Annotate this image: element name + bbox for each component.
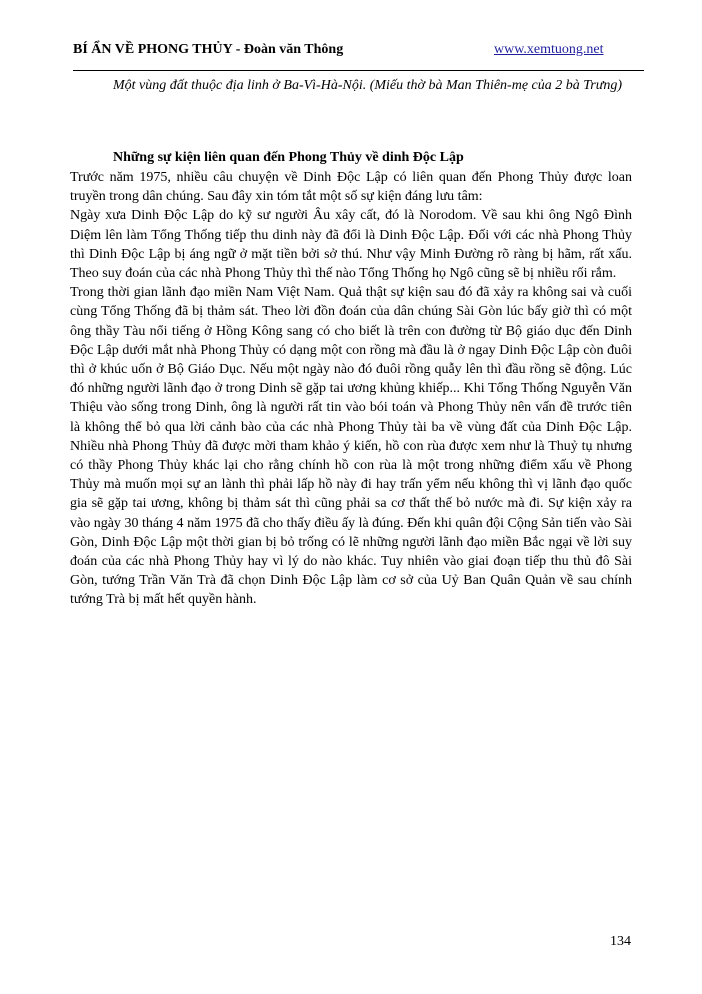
section-body — [70, 168, 632, 610]
section-heading: Những sự kiện liên quan đến Phong Thủy về dinh Độc Lập — [113, 150, 464, 165]
website-link[interactable]: www.xemtuong.net — [494, 42, 604, 57]
image-caption: Một vùng đất thuộc địa linh ở Ba-Vì-Hà-Nội. (Miếu thờ bà Man Thiên-mẹ của 2 bà Trưng) — [113, 78, 623, 93]
book-title: BÍ ẨN VỀ PHONG THỦY - Đoàn văn Thông — [73, 42, 344, 57]
body-paragraph: Ngày xưa Dinh Độc Lập do kỹ sư người Âu xây cất, đó là Norodom. Về sau khi ông Ngô Đình Diệm lên làm Tổng Thống tiếp thu dinh này đã đổi là Dinh Độc Lập. Đối với các nhà Phong Thủy thì Dinh Độc Lập bị áng ngữ ở mặt tiền bởi sở thú. Như vậy Minh Đường rõ ràng bị hãm, rất xấu. Theo suy đoán của các nhà Phong Thủy thì thế nào Tổng Thống họ Ngô cũng sẽ bị nhiều rối rắm. — [70, 208, 632, 282]
body-paragraph: Trước năm 1975, nhiều câu chuyện về Dinh Độc Lập có liên quan đến Phong Thủy được loan truyền trong dân chúng. Sau đây xin tóm tắt một số sự kiện đáng lưu tâm: — [70, 170, 632, 205]
page-number: 134 — [610, 934, 631, 949]
body-paragraph: Trong thời gian lãnh đạo miền Nam Việt Nam. Quả thật sự kiện sau đó đã xảy ra không sai và cuối cùng Tổng Thống đã bị thảm sát. Theo lời đồn đoán của dân chúng Sài Gòn lúc bấy giờ thì có một ông thầy Tàu nổi tiếng ở Hồng Kông sang có cho biết là trên con đường từ Bộ giáo dục đến Dinh Độc Lập dưới mắt nhà Phong Thủy có dạng một con rồng mà đầu là ở ngay Dinh Độc Lập còn đuôi thì ở khúc uốn ở Bộ Giáo Dục. Nếu một ngày nào đó đuôi rồng quẫy lên thì đầu rồng sẽ động. Lúc đó những người lãnh đạo ở trong Dinh sẽ gặp tai ương khủng khiếp... Khi Tổng Thống Nguyễn Văn Thiệu vào sống trong Dinh, ông là người rất tin vào bói toán và Phong Thủy nên vấn đề trước tiên là không thể bỏ qua lời cảnh bào của các nhà Phong Thủy tài ba về vùng đất của Dinh Độc Lập. Nhiều nhà Phong Thủy đã được mời tham khảo ý kiến, hồ con rùa được xem như là Thuỷ tụ nhưng có thầy Phong Thủy khác lại cho rằng chính hồ con rùa là một trong những điểm xấu về Phong Thủy mà muốn mọi sự an lành thì phải lấp hồ này đi hay trấn yểm nếu không thì vị lãnh đạo quốc gia sẽ gặp tai ương, không bị thảm sát thì cũng phải sa cơ thất thế bỏ nước mà đi. Sự kiện xảy ra vào ngày 30 tháng 4 năm 1975 đã cho thấy điều ấy là đúng. Đến khi quân đội Cộng Sản tiến vào Sài Gòn, Dinh Độc Lập một thời gian bị bỏ trống có lẽ những người lãnh đạo miền Bắc ngại về lời suy đoán của các nhà Phong Thủy hay vì lý do nào khác. Tuy nhiên vào giai đoạn tiếp thu thủ đô Sài Gòn, tướng Trần Văn Trà đã chọn Dinh Độc Lập làm cơ sở của Uỷ Ban Quân Quản về sau chính tướng Trà bị mất hết quyền hành. — [70, 285, 632, 608]
page-header — [73, 40, 644, 71]
